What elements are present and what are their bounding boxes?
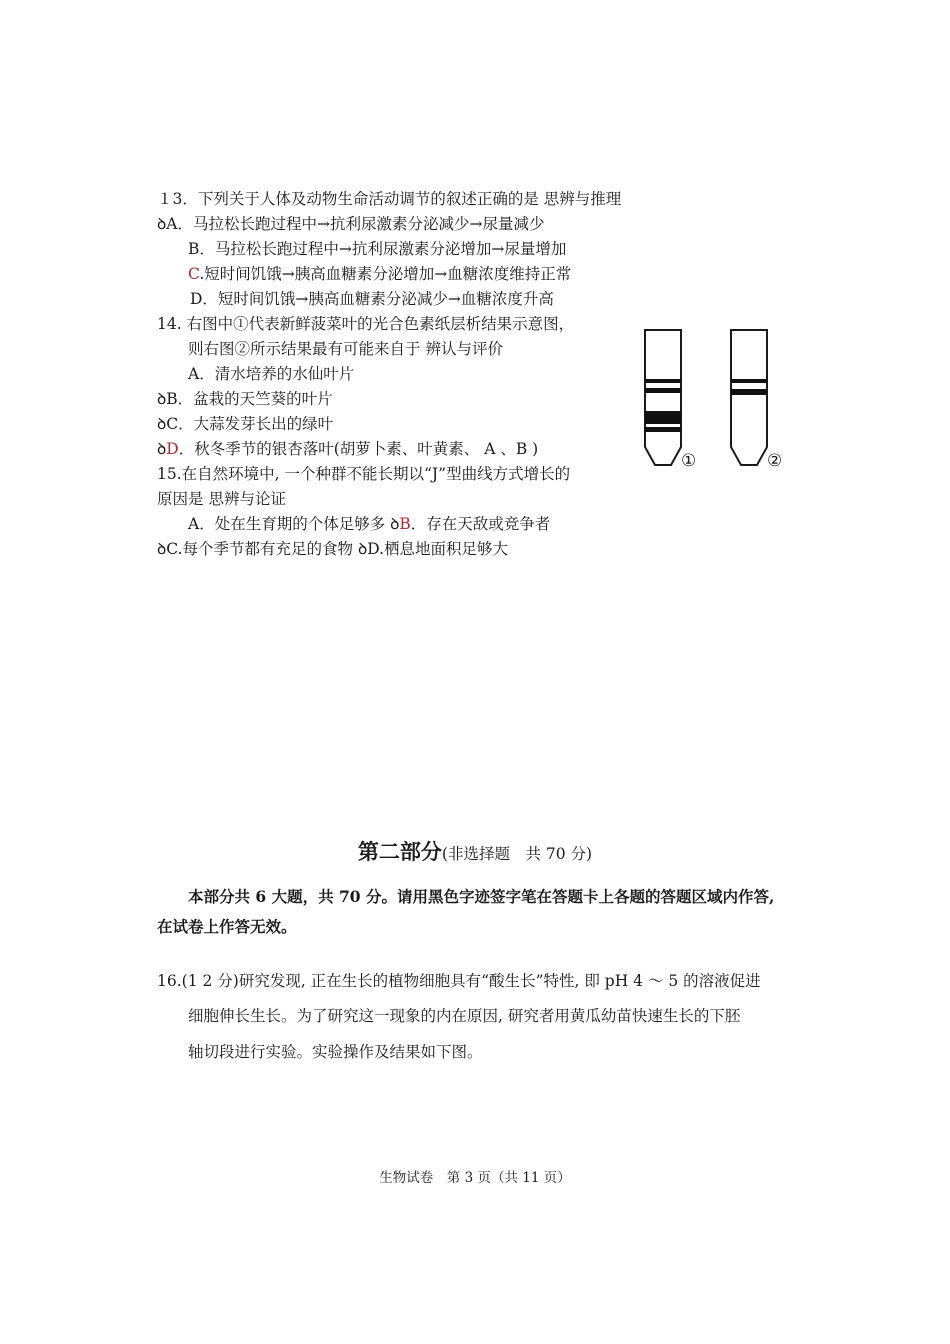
strip-1-label: ① bbox=[681, 451, 697, 471]
q16-line1: 16.(1 2 分)研究发现, 正在生长的植物细胞具有“酸生长”特性, 即 pH 4 ～ 5 的溶液促进 bbox=[157, 972, 761, 990]
q13-option-a: ꝺA．马拉松长跑过程中→抗利尿激素分泌减少→尿量减少 bbox=[157, 215, 545, 233]
q14-option-d-prefix: ꝺ bbox=[157, 440, 167, 458]
q14-option-a: A．清水培养的水仙叶片 bbox=[188, 365, 355, 383]
q13-option-b: B．马拉松长跑过程中→抗利尿激素分泌增加→尿量增加 bbox=[188, 240, 567, 258]
part2-instruction-line2: 在试卷上作答无效。 bbox=[157, 917, 297, 936]
strip-1 bbox=[645, 330, 681, 465]
part2-title: 第二部分 bbox=[357, 840, 442, 864]
strip-2-outline bbox=[731, 330, 767, 465]
q15-tag: 思辨与论证 bbox=[203, 490, 286, 508]
q14-stem-line2 bbox=[188, 339, 503, 359]
strip-2-label: ② bbox=[767, 451, 783, 471]
q14-option-c: ꝺC．大蒜发芽长出的绿叶 bbox=[157, 415, 334, 433]
q14-stem: 14. 右图中①代表新鲜菠菜叶的光合色素纸层析结果示意图， bbox=[157, 315, 575, 333]
strip-2-band-xanthophyll bbox=[731, 389, 767, 395]
q16-line2: 细胞伸长生长。为了研究这一现象的内在原因, 研究者用黄瓜幼苗快速生长的下胚 bbox=[188, 1007, 741, 1025]
q15-option-b-text: ．存在天敌或竞争者 bbox=[410, 515, 551, 533]
page-footer: 生物试卷 第 3 页（共 11 页） bbox=[379, 1170, 571, 1186]
strip-2 bbox=[731, 330, 767, 465]
q13-option-d: D．短时间饥饿→胰高血糖素分泌减少→血糖浓度升高 bbox=[190, 290, 554, 308]
part2-instruction-line1: 本部分共 6 大题，共 70 分。请用黑色字迹签字笔在答题卡上各题的答题区域内作答, bbox=[188, 887, 775, 906]
q13-option-c-text: .短时间饥饿→胰高血糖素分泌增加→血糖浓度维持正常 bbox=[199, 265, 572, 283]
q14-stem2-text: 则右图②所示结果最有可能来自于 bbox=[188, 340, 421, 358]
q14-option-d bbox=[157, 439, 538, 459]
q14-option-b: ꝺB．盆栽的天竺葵的叶片 bbox=[157, 390, 333, 408]
q15-stem-line2 bbox=[157, 489, 286, 509]
q13-stem bbox=[157, 189, 621, 209]
part2-heading bbox=[0, 836, 950, 866]
strip-1-outline bbox=[645, 330, 681, 465]
strip-1-band-xanthophyll bbox=[645, 388, 681, 393]
strip-1-band-chlorophyll-a bbox=[645, 411, 681, 424]
q13-option-c-letter: C bbox=[188, 265, 200, 283]
q13-stem-text: １3．下列关于人体及动物生命活动调节的叙述正确的是 bbox=[157, 190, 539, 208]
strip-2-band-carotene bbox=[731, 379, 767, 383]
q15-option-cd: ꝺC.每个季节都有充足的食物 ꝺD.栖息地面积足够大 bbox=[157, 540, 509, 558]
q13-option-c bbox=[188, 264, 571, 284]
q13-tag: 思辨与推理 bbox=[538, 190, 622, 208]
strip-1-band-carotene bbox=[645, 379, 681, 383]
part2-subtitle: (非选择题 共 70 分) bbox=[441, 845, 593, 863]
q15-option-b-letter: B bbox=[399, 515, 411, 533]
q15-option-a: A．处在生育期的个体足够多 ꝺ bbox=[188, 515, 400, 533]
chromatography-figure bbox=[635, 325, 795, 475]
q15-option-ab bbox=[188, 514, 550, 534]
strip-1-band-chlorophyll-b bbox=[645, 427, 681, 432]
q14-option-d-letter: D bbox=[166, 440, 179, 458]
q15-stem2-text: 原因是 bbox=[157, 490, 204, 508]
q14-tag: 辨认与评价 bbox=[420, 340, 503, 358]
q16-line3: 轴切段进行实验。实验操作及结果如下图。 bbox=[188, 1043, 483, 1061]
q15-stem: 15.在自然环境中, 一个种群不能长期以“J”型曲线方式增长的 bbox=[157, 465, 571, 483]
q14-option-d-text: ．秋冬季节的银杏落叶(胡萝卜素、叶黄素、 A 、B ) bbox=[178, 440, 539, 458]
